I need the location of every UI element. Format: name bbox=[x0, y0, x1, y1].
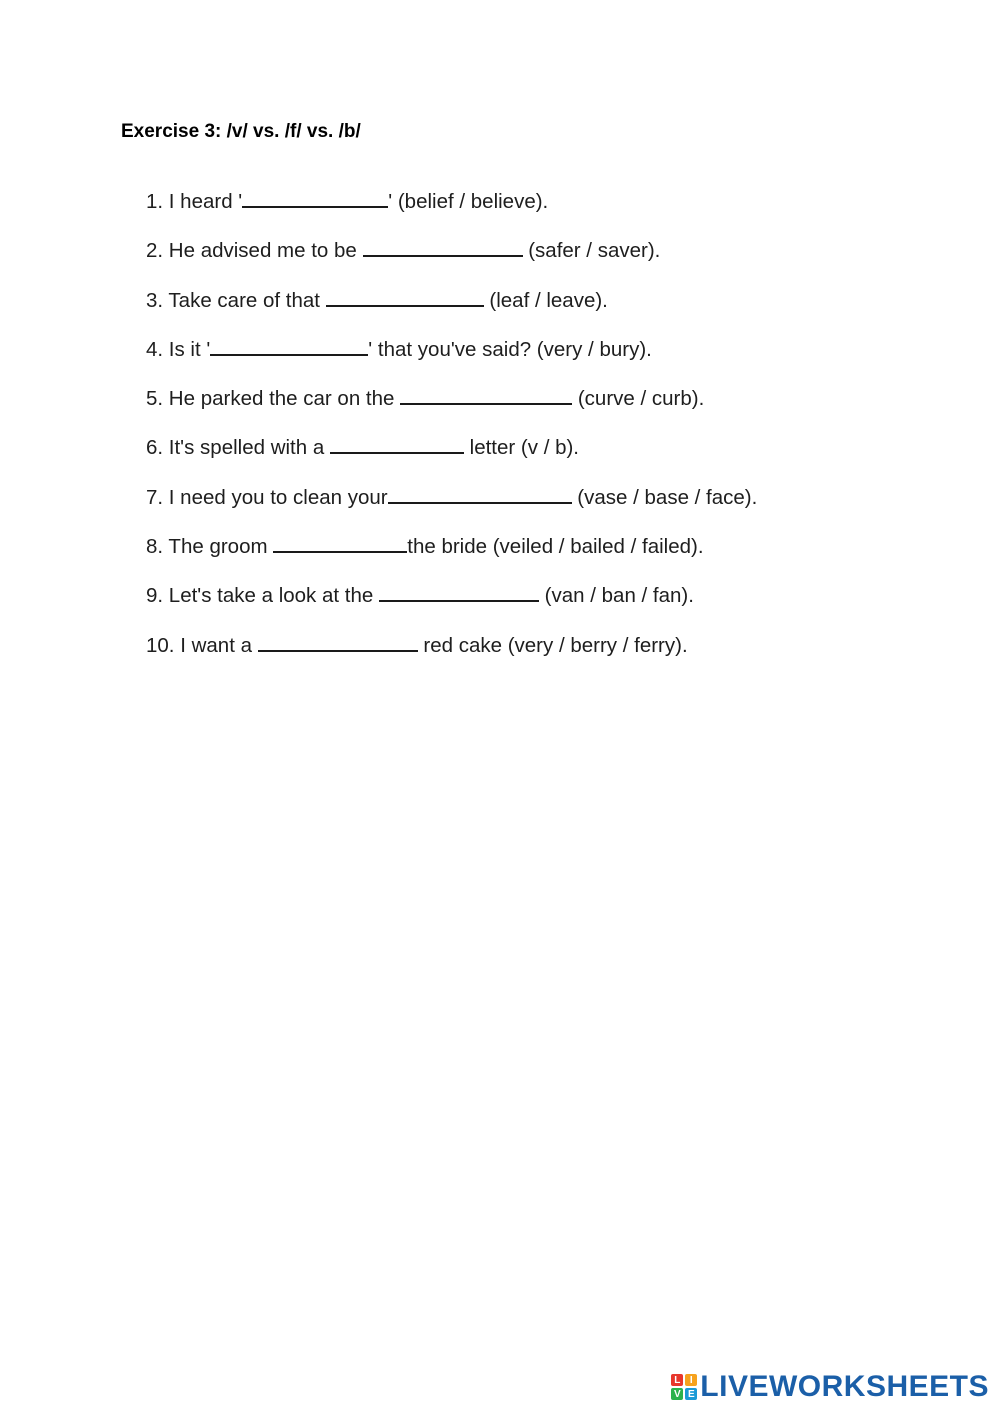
item-text-before: 8. The groom bbox=[146, 535, 274, 559]
item-text-after: (van / ban / fan). bbox=[538, 584, 694, 608]
exercise-item-5 bbox=[146, 383, 757, 432]
logo-mark-letter: V bbox=[671, 1388, 683, 1400]
exercise-item-6 bbox=[146, 432, 757, 481]
answer-blank-4[interactable] bbox=[210, 334, 368, 356]
exercise-list bbox=[146, 186, 757, 679]
item-text-after: (vase / base / face). bbox=[571, 485, 758, 509]
item-text-after: ' (belief / believe). bbox=[388, 190, 549, 213]
logo-text: LIVEWORKSHEETS bbox=[700, 1370, 989, 1403]
answer-blank-3[interactable] bbox=[326, 285, 484, 307]
exercise-item-2 bbox=[146, 235, 757, 284]
answer-blank-5[interactable] bbox=[400, 383, 572, 405]
item-text-after: (safer / saver). bbox=[522, 239, 661, 263]
answer-blank-2[interactable] bbox=[363, 235, 523, 257]
answer-blank-6[interactable] bbox=[330, 432, 464, 454]
item-text-before: 4. Is it ' bbox=[146, 337, 211, 361]
exercise-item-8 bbox=[146, 531, 757, 580]
item-text-before: 1. I heard ' bbox=[146, 190, 243, 213]
exercise-item-3 bbox=[146, 285, 757, 334]
exercise-item-4 bbox=[146, 334, 757, 383]
exercise-item-10 bbox=[146, 630, 757, 679]
item-text-before: 3. Take care of that bbox=[146, 288, 326, 312]
liveworksheets-logo bbox=[671, 1370, 989, 1404]
item-text-before: 7. I need you to clean your bbox=[146, 485, 388, 509]
logo-mark-letter: I bbox=[685, 1374, 697, 1386]
exercise-item-9 bbox=[146, 580, 757, 629]
item-text-after: (leaf / leave). bbox=[483, 288, 608, 312]
answer-blank-10[interactable] bbox=[258, 630, 418, 652]
item-text-before: 5. He parked the car on the bbox=[146, 387, 401, 411]
item-text-before: 2. He advised me to be bbox=[146, 239, 363, 263]
answer-blank-9[interactable] bbox=[379, 580, 539, 602]
exercise-title: Exercise 3: /v/ vs. /f/ vs. /b/ bbox=[121, 121, 361, 142]
item-text-after: (curve / curb). bbox=[572, 387, 705, 411]
item-text-before: 6. It's spelled with a bbox=[146, 436, 330, 460]
item-text-after: ' that you've said? (very / bury). bbox=[368, 337, 652, 361]
logo-mark-letter: L bbox=[671, 1374, 683, 1386]
answer-blank-8[interactable] bbox=[273, 531, 407, 553]
item-text-before: 9. Let's take a look at the bbox=[146, 584, 379, 608]
answer-blank-1[interactable] bbox=[242, 186, 388, 208]
liveworksheets-logo-icon bbox=[671, 1374, 697, 1400]
logo-mark-letter: E bbox=[685, 1388, 697, 1400]
item-text-before: 10. I want a bbox=[146, 633, 258, 657]
exercise-item-1 bbox=[146, 186, 757, 235]
item-text-after: red cake (very / berry / ferry). bbox=[417, 633, 688, 657]
item-text-after: the bride (veiled / bailed / failed). bbox=[407, 535, 704, 559]
exercise-item-7 bbox=[146, 482, 757, 531]
answer-blank-7[interactable] bbox=[388, 482, 572, 504]
item-text-after: letter (v / b). bbox=[463, 436, 580, 460]
